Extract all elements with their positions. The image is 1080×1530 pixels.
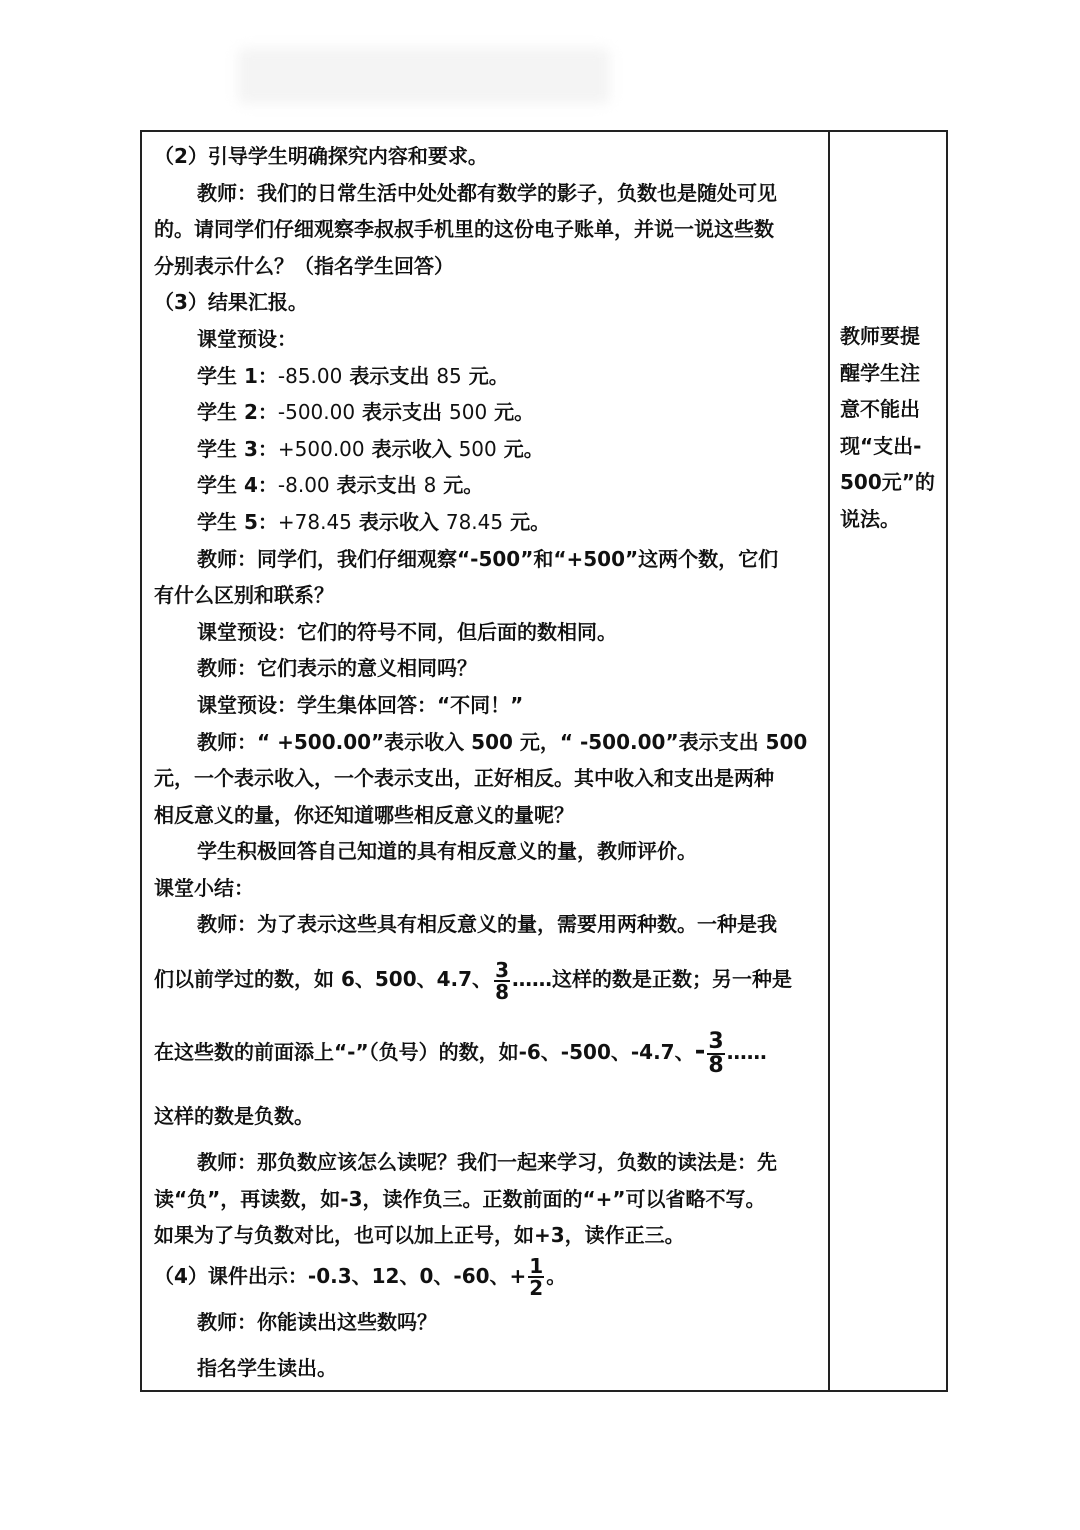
teacher-line: 教师：那负数应该怎么读呢？我们一起来学习，负数的读法是：先 bbox=[197, 1150, 777, 1175]
teacher-line-cont: 相反意义的量，你还知道哪些相反意义的量呢？ bbox=[154, 802, 574, 827]
negative-numbers-line: 在这些数的前面添上“-”（负号）的数，如-6、-500、-4.7、- $\frac{3}{8}$ …… bbox=[154, 1028, 767, 1078]
fraction-three-eighths: $\frac{3}{8}$ bbox=[495, 957, 509, 1004]
step-2-heading: （2）引导学生明确探究内容和要求。 bbox=[154, 144, 488, 168]
positive-numbers-line: 们以前学过的数，如 6、500、4.7、 $\frac{3}{8}$ ……这样的数是正数；另一种是 bbox=[154, 957, 792, 1004]
side-note bbox=[840, 318, 935, 537]
preset-line: 课堂预设：学生集体回答：“不同！” bbox=[197, 692, 524, 717]
teacher-line: 教师：“ +500.00”表示收入 500 元，“ -500.00”表示支出 500 bbox=[197, 729, 808, 754]
teacher-line: 教师：同学们，我们仔细观察“-500”和“+500”这两个数，它们 bbox=[197, 546, 779, 571]
teacher-line-cont: 分别表示什么？（指名学生回答） bbox=[154, 253, 454, 278]
side-note-line: 说法。 bbox=[840, 506, 900, 531]
student-answer-1: 学生 1：-85.00 表示支出 85 元。 bbox=[197, 363, 509, 388]
student-answer-5: 学生 5：+78.45 表示收入 78.45 元。 bbox=[197, 509, 551, 534]
side-note-line: 现“支出- bbox=[840, 433, 922, 458]
student-answer-4: 学生 4：-8.00 表示支出 8 元。 bbox=[197, 473, 484, 498]
student-activity: 指名学生读出。 bbox=[197, 1356, 337, 1381]
teacher-line-cont: 元，一个表示收入，一个表示支出，正好相反。其中收入和支出是两种 bbox=[154, 766, 774, 791]
side-note-line: 教师要提 bbox=[840, 324, 920, 348]
fraction-neg-three-eighths: $\frac{3}{8}$ bbox=[708, 1028, 724, 1078]
blurred-header bbox=[238, 48, 610, 104]
step-3-heading: （3）结果汇报。 bbox=[154, 290, 308, 315]
teacher-line: 教师：你能读出这些数吗？ bbox=[197, 1310, 437, 1335]
fraction-one-half: $\frac{1}{2}$ bbox=[529, 1254, 544, 1301]
step-4-line: （4）课件出示：-0.3、12、0、-60、+ $\frac{1}{2}$ 。 bbox=[154, 1254, 567, 1301]
main-cell bbox=[141, 131, 829, 1391]
lesson-table bbox=[140, 130, 948, 1392]
side-note-line: 500元”的 bbox=[840, 470, 935, 494]
side-note-line: 醒学生注 bbox=[840, 360, 920, 385]
side-note-cell bbox=[829, 131, 947, 1391]
teacher-line: 教师：我们的日常生活中处处都有数学的影子，负数也是随处可见 bbox=[197, 180, 777, 205]
student-answer-3: 学生 3：+500.00 表示收入 500 元。 bbox=[197, 436, 544, 461]
teacher-line: 教师：为了表示这些具有相反意义的量，需要用两种数。一种是我 bbox=[197, 912, 777, 937]
teacher-line-cont: 读“负”，再读数，如-3，读作负三。正数前面的“+”可以省略不写。 bbox=[154, 1186, 766, 1211]
student-activity: 学生积极回答自己知道的具有相反意义的量，教师评价。 bbox=[197, 839, 697, 864]
summary-heading: 课堂小结： bbox=[154, 875, 254, 900]
student-answer-2: 学生 2：-500.00 表示支出 500 元。 bbox=[197, 400, 535, 425]
teacher-line-cont: 如果为了与负数对比，也可以加上正号，如+3，读作正三。 bbox=[154, 1223, 685, 1248]
preset-line: 课堂预设：它们的符号不同，但后面的数相同。 bbox=[197, 619, 617, 644]
preset-label: 课堂预设： bbox=[197, 326, 297, 351]
teacher-line-cont: 的。请同学们仔细观察李叔叔手机里的这份电子账单，并说一说这些数 bbox=[154, 217, 774, 242]
negative-numbers-end: 这样的数是负数。 bbox=[154, 1104, 314, 1129]
side-note-line: 意不能出 bbox=[840, 397, 920, 421]
teacher-line-cont: 有什么区别和联系？ bbox=[154, 583, 334, 608]
teacher-line: 教师：它们表示的意义相同吗？ bbox=[197, 656, 477, 681]
